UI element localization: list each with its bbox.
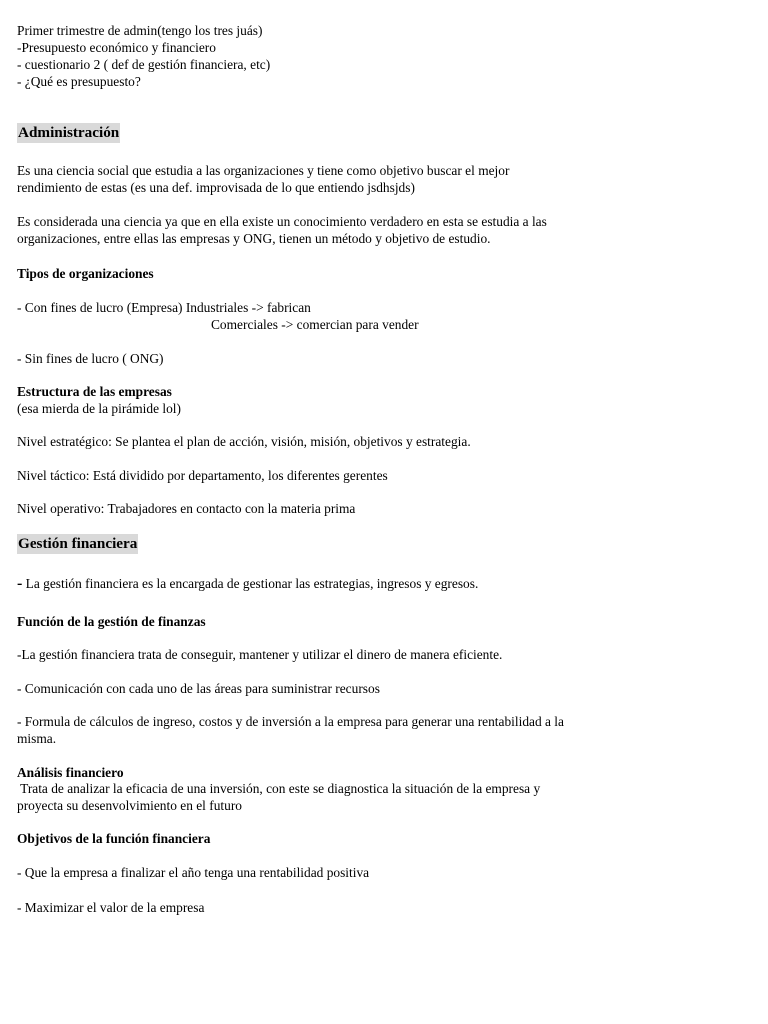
paragraph-line: proyecta su desenvolvimiento en el futuro [17, 798, 242, 813]
bullet-dash: - [17, 575, 23, 592]
list-item: - Formula de cálculos de ingreso, costos y de inversión a la empresa para generar una rentabilidad a la [17, 714, 564, 729]
subheading-funcion: Función de la gestión de finanzas [17, 614, 206, 629]
intro-line: - ¿Qué es presupuesto? [17, 74, 141, 89]
list-item: - Que la empresa a finalizar el año tenga una rentabilidad positiva [17, 865, 370, 880]
list-item: - Maximizar el valor de la empresa [17, 900, 205, 915]
section-heading-gestion: Gestión financiera [18, 535, 138, 552]
intro-line: Primer trimestre de admin(tengo los tres juás) [17, 23, 263, 38]
list-item: - Con fines de lucro (Empresa) Industriales -> fabrican [17, 300, 311, 315]
list-item: - Comunicación con cada uno de las áreas para suministrar recursos [17, 681, 380, 696]
paragraph-line: Nivel operativo: Trabajadores en contacto con la materia prima [17, 501, 356, 516]
list-item-continuation: misma. [17, 731, 57, 746]
paragraph-line: Trata de analizar la eficacia de una inversión, con este se diagnostica la situación de la empresa y [17, 781, 541, 796]
subheading-estructura: Estructura de las empresas [17, 384, 172, 399]
subheading-analisis: Análisis financiero [17, 765, 124, 780]
list-item: -La gestión financiera trata de conseguir, mantener y utilizar el dinero de manera eficiente. [17, 647, 503, 662]
subheading-objetivos: Objetivos de la función financiera [17, 831, 211, 846]
list-item-continuation: Comerciales -> comercian para vender [211, 317, 419, 332]
paragraph-line: Es considerada una ciencia ya que en ella existe un conocimiento verdadero en esta se estudia a las [17, 214, 547, 229]
paragraph-line: organizaciones, entre ellas las empresas y ONG, tienen un método y objetivo de estudio. [17, 231, 491, 246]
paragraph-line [17, 575, 478, 592]
paragraph-text: La gestión financiera es la encargada de gestionar las estrategias, ingresos y egresos. [22, 576, 479, 591]
paragraph-line: rendimiento de estas (es una def. improvisada de lo que entiendo jsdhsjds) [17, 180, 415, 195]
paragraph-line: Nivel táctico: Está dividido por departamento, los diferentes gerentes [17, 468, 388, 483]
paragraph-line: (esa mierda de la pirámide lol) [17, 401, 181, 416]
list-item: - Sin fines de lucro ( ONG) [17, 351, 164, 366]
intro-line: -Presupuesto económico y financiero [17, 40, 216, 55]
subheading-tipos: Tipos de organizaciones [17, 266, 154, 281]
paragraph-line: Nivel estratégico: Se plantea el plan de acción, visión, misión, objetivos y estrategia. [17, 434, 471, 449]
section-heading-administracion: Administración [18, 124, 120, 141]
intro-line: - cuestionario 2 ( def de gestión financiera, etc) [17, 57, 271, 72]
paragraph-line: Es una ciencia social que estudia a las organizaciones y tiene como objetivo buscar el mejor [17, 163, 510, 178]
